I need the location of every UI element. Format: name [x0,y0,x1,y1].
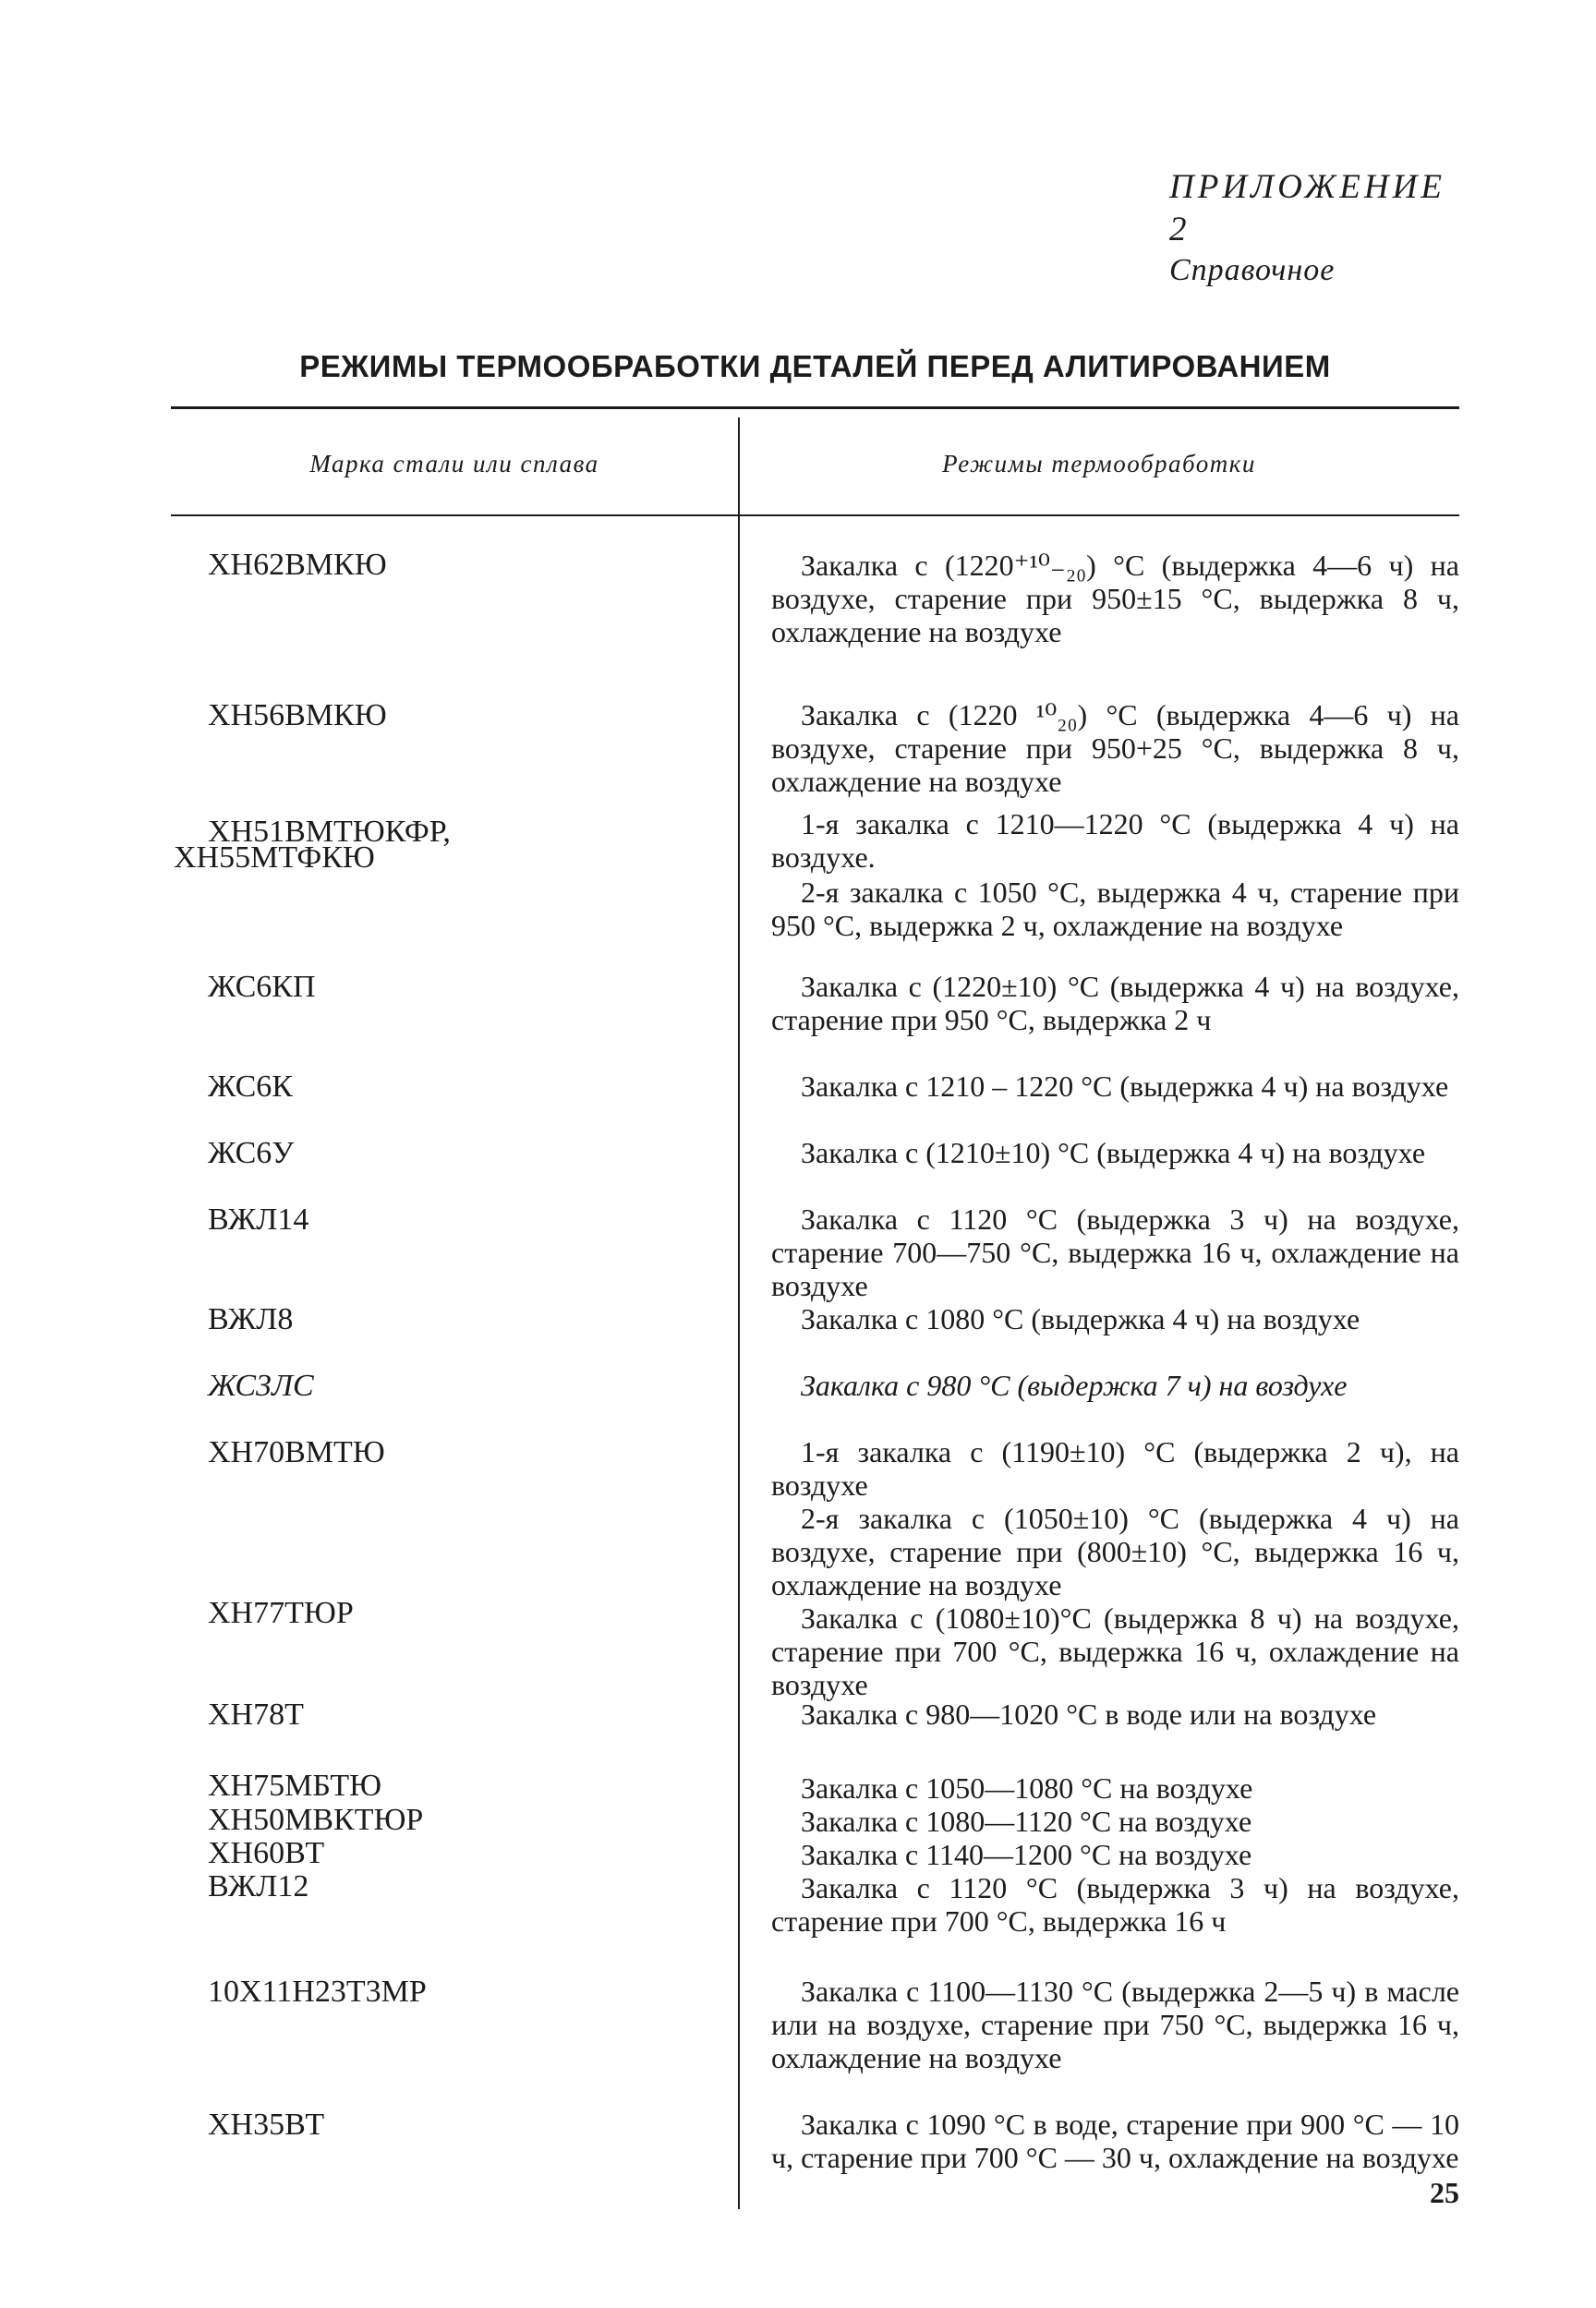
mode-cell: Закалка с (1220 ¹⁰₂₀) °С (выдержка 4—6 ч) на воздухе, старение при 950+25 °С, выдержка 8 ч, охлаждение на воздухе [771,698,1459,798]
grade-cell: ХН77ТЮР [208,1596,354,1630]
mode-cell: Закалка с 1210 – 1220 °С (выдержка 4 ч) на воздухе [801,1069,1449,1103]
mode-cell: Закалка с (1220±10) °С (выдержка 4 ч) на воздухе, старение при 950 °С, выдержка 2 ч [771,970,1459,1036]
mode-cell: Закалка с 1140—1200 °С на воздухе [801,1838,1252,1871]
page-number: 25 [1430,2176,1459,2209]
grade-cell: ХН56ВМКЮ [208,698,387,732]
mode-cell: Закалка с 1050—1080 °С на воздухе [801,1771,1253,1805]
table-top-rule [171,406,1459,409]
grade-cell: ЖС6КП [208,970,316,1004]
mode-cell: 1-я закалка с (1190±10) °С (выдержка 2 ч), на воздухе [771,1435,1459,1502]
mode-cell: Закалка с 1090 °С в воде, старение при 900 °С — 10 ч, старение при 700 °С — 30 ч, охлаждение на воздухе [771,2108,1459,2174]
grade-cell: ХН78Т [208,1698,304,1732]
page-title: РЕЖИМЫ ТЕРМООБРАБОТКИ ДЕТАЛЕЙ ПЕРЕД АЛИТИРОВАНИЕМ [299,349,1331,383]
grade-cell: ЖС6У [208,1136,295,1170]
grade-cell: ЖС3ЛС [208,1369,314,1403]
header-bottom-rule [171,514,1459,516]
grade-cell: ВЖЛ12 [208,1869,309,1903]
mode-cell: Закалка с (1220⁺¹⁰₋₂₀) °С (выдержка 4—6 ч) на воздухе, старение при 950±15 °С, выдержка 8 ч, охлаждение на воздухе [771,549,1459,648]
column-header-grade: Марка стали или сплава [309,450,599,477]
column-divider [738,417,740,2209]
mode-cell-continued: 2-я закалка с 1050 °С, выдержка 4 ч, старение при 950 °С, выдержка 2 ч, охлаждение на воздухе [771,876,1459,942]
mode-cell: Закалка с 980—1020 °С в воде или на воздухе [801,1698,1377,1731]
grade-cell: ХН35ВТ [208,2108,325,2142]
mode-cell: Закалка с 1100—1130 °С (выдержка 2—5 ч) в масле или на воздухе, старение при 750 °С, выдержка 16 ч, охлаждение на воздухе [771,1975,1459,2074]
grade-cell: 10Х11Н23Т3МР [208,1975,427,2009]
grade-cell: ХН60ВТ [208,1836,325,1870]
mode-cell: Закалка с (1210±10) °С (выдержка 4 ч) на воздухе [801,1136,1426,1169]
mode-cell-continued: 2-я закалка с (1050±10) °С (выдержка 4 ч) на воздухе, старение при (800±10) °С, выдержка 16 ч, охлаждение на воздухе [771,1502,1459,1601]
grade-cell: ХН51ВМТЮКФР, [208,815,451,849]
mode-cell: Закалка с 980 °С (выдержка 7 ч) на воздухе [801,1369,1348,1402]
grade-cell: ХН50МВКТЮР [208,1803,424,1837]
appendix-heading [1169,166,1465,290]
grade-cell: ХН70ВМТЮ [208,1435,385,1469]
mode-cell: Закалка с 1080 °С (выдержка 4 ч) на воздухе [801,1302,1360,1335]
grade-cell: ХН62ВМКЮ [208,548,387,582]
mode-cell: Закалка с 1120 °С (выдержка 3 ч) на воздухе, старение при 700 °С, выдержка 16 ч [771,1871,1459,1938]
grade-cell: ВЖЛ8 [208,1302,294,1336]
mode-cell: Закалка с 1120 °С (выдержка 3 ч) на воздухе, старение 700—750 °С, выдержка 16 ч, охлаждение на воздухе [771,1202,1459,1302]
appendix-label: ПРИЛОЖЕНИЕ 2 [1169,168,1445,248]
appendix-note: Справочное [1169,253,1336,287]
mode-cell: Закалка с 1080—1120 °С на воздухе [801,1805,1252,1838]
mode-cell: Закалка с (1080±10)°С (выдержка 8 ч) на воздухе, старение при 700 °С, выдержка 16 ч, охлаждение на воздухе [771,1601,1459,1701]
mode-cell: 1-я закалка с 1210—1220 °С (выдержка 4 ч) на воздухе. [771,807,1459,874]
grade-cell-continued: ХН55МТФКЮ [174,840,375,875]
grade-cell: ЖС6К [208,1069,293,1104]
grade-cell: ХН75МБТЮ [208,1769,382,1803]
column-header-mode: Режимы термообработки [942,450,1256,477]
grade-cell: ВЖЛ14 [208,1202,309,1237]
